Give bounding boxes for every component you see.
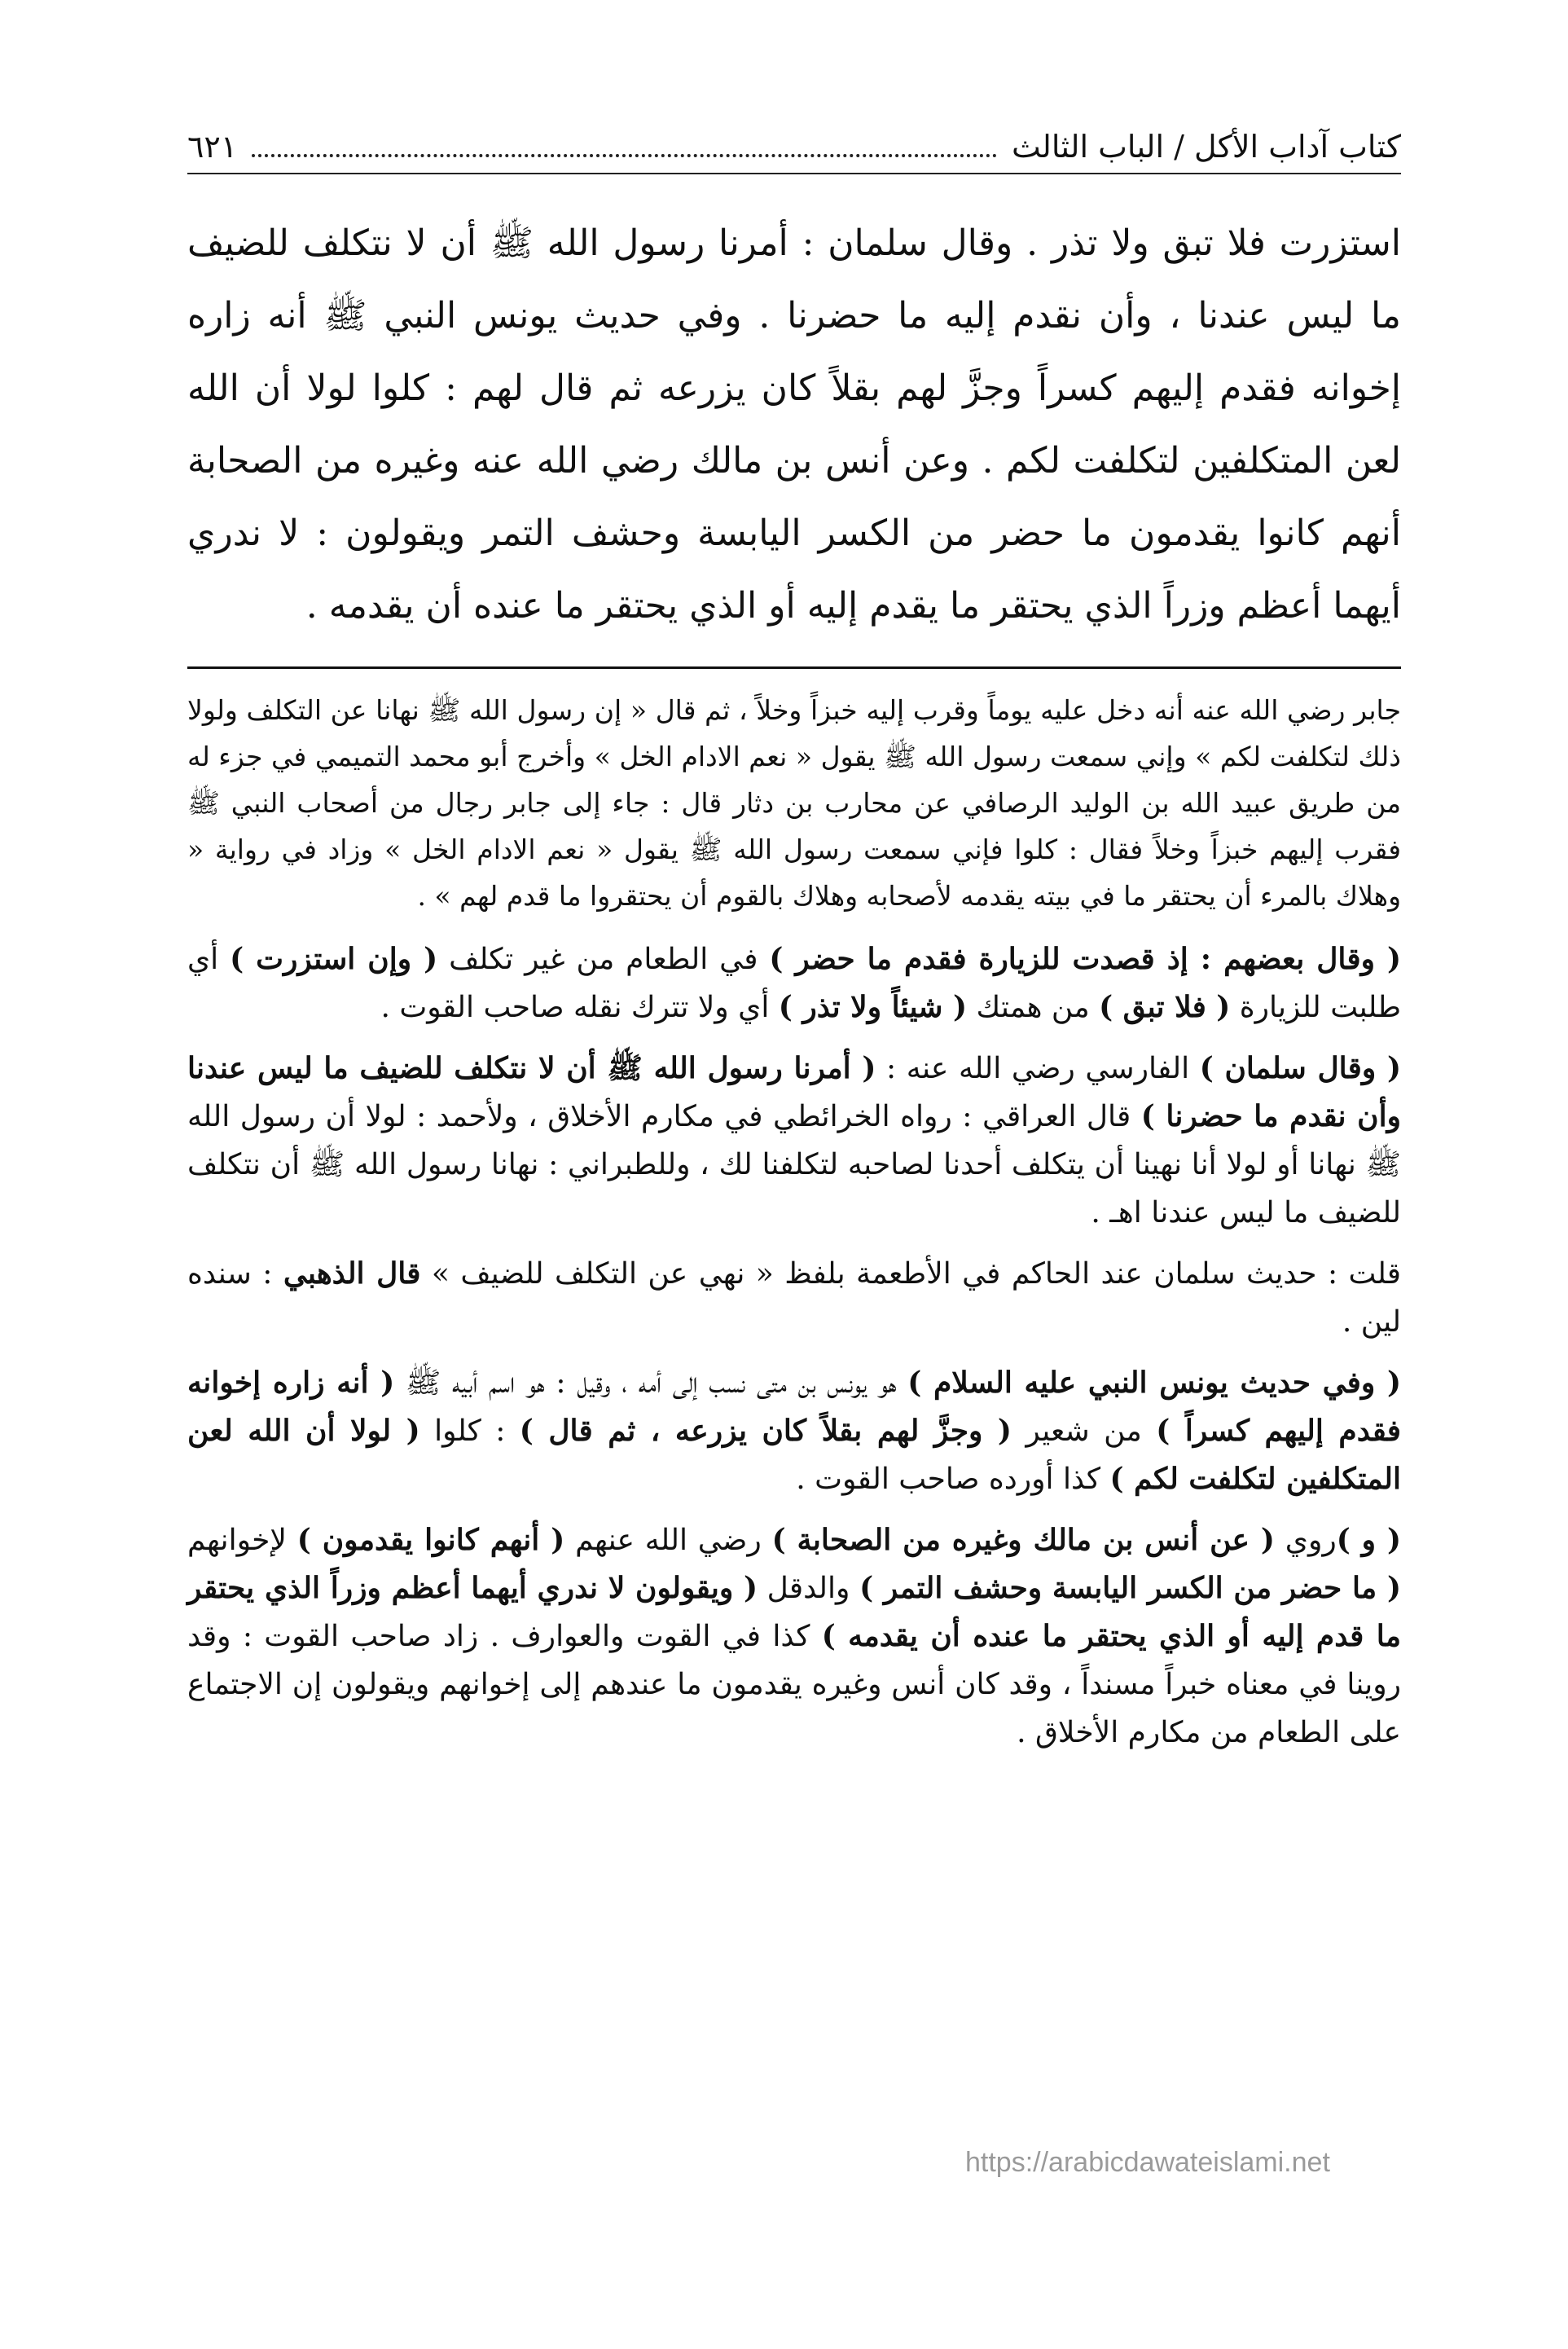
- commentary-text: من همتك: [967, 991, 1100, 1024]
- commentary-paragraph: [187, 1250, 1401, 1346]
- watermark-link[interactable]: https://arabicdawateislami.net: [965, 2147, 1330, 2178]
- commentary-text: : كلوا: [419, 1414, 520, 1448]
- commentary-paragraph: [187, 935, 1401, 1032]
- quoted-text: ( عن أنس بن مالك وغيره من الصحابة ): [771, 1523, 1275, 1557]
- chapter-title: كتاب آداب الأكل / الباب الثالث: [1011, 129, 1401, 165]
- commentary-text: من شعير: [1011, 1414, 1157, 1448]
- quoted-text: ( وقال بعضهم : إذ قصدت للزيارة فقدم ما حضر ): [769, 942, 1401, 976]
- quoted-text: ( وإن استزرت ): [230, 942, 438, 976]
- main-text: استزرت فلا تبق ولا تذر . وقال سلمان : أمرنا رسول الله ﷺ أن لا نتكلف للضيف ما ليس عندنا ، وأن نقدم إليه ما حضرنا . وفي حديث يونس النبي ﷺ أنه زاره إخوانه فقدم إليهم كسراً وجزَّ لهم بقلاً كان يزرعه ثم قال لهم : كلوا لولا أن الله لعن المتكلفين لتكلفت لكم . وعن أنس بن مالك رضي الله عنه وغيره من الصحابة أنهم كانوا يقدمون ما حضر من الكسر اليابسة وحشف التمر ويقولون : لا ندري أيهما أعظم وزراً الذي يحتقر ما يقدم إليه أو الذي يحتقر ما عنده أن يقدمه .: [187, 222, 1401, 627]
- commentary-text: والدقل: [758, 1572, 860, 1605]
- quoted-text: ( وفي حديث يونس النبي عليه السلام ): [907, 1366, 1402, 1400]
- commentary-text: كذا أورده صاحب القوت .: [796, 1463, 1110, 1496]
- quoted-text: ( أنهم كانوا يقدمون ): [296, 1523, 565, 1557]
- commentary: [187, 935, 1401, 1757]
- quoted-text: ( و ): [1336, 1523, 1402, 1557]
- commentary-text: أي ولا تترك نقله صاحب القوت .: [380, 991, 779, 1024]
- footnote: جابر رضي الله عنه أنه دخل عليه يوماً وقرب إليه خبزاً وخلاً ، ثم قال « إن رسول الله ﷺ نهانا عن التكلف ولولا ذلك لتكلفت لكم » وإني سمعت رسول الله ﷺ يقول « نعم الادام الخل » وأخرج أبو محمد التميمي في جزء له من طريق عبيد الله بن الوليد الرصافي عن محارب بن دثار قال : جاء إلى جابر رجال من أصحاب النبي ﷺ فقرب إليهم خبزاً وخلاً فقال : كلوا فإني سمعت رسول الله ﷺ يقول « نعم الادام الخل » وزاد في رواية « وهلاك بالمرء أن يحتقر ما في بيته يقدمه لأصحابه وهلاك بالقوم أن يحتقروا ما قدم لهم » .: [187, 694, 1401, 912]
- commentary-paragraph: [187, 1045, 1401, 1237]
- commentary-text: هو يونس بن متى نسب إلى أمه ، وقيل : هو اسم أبيه ﷺ: [394, 1366, 908, 1400]
- commentary-text: في الطعام من غير تكلف: [437, 943, 770, 976]
- quoted-text: قال الذهبي: [283, 1256, 421, 1291]
- quoted-text: ( أمرنا رسول الله ﷺ أن لا نتكلف للضيف ما ليس عندنا وأن نقدم ما حضرنا ): [187, 1051, 1401, 1133]
- footnote-separator: [187, 666, 1401, 669]
- commentary-text: لإخوانهم: [187, 1524, 297, 1557]
- quoted-text: ( وجزَّ لهم بقلاً كان يزرعه ، ثم قال ): [519, 1414, 1012, 1448]
- quoted-text: ( لولا أن الله لعن المتكلفين لتكلفت لكم ): [187, 1414, 1401, 1496]
- commentary-text: روي: [1274, 1524, 1337, 1557]
- commentary-text: كذا في القوت والعوارف . زاد صاحب القوت : وقد روينا في معناه خبراً مسنداً ، وقد كان أنس وغيره يقدمون ما عندهم إلى إخوانهم ويقولون إن الاجتماع على الطعام من مكارم الأخلاق .: [187, 1620, 1401, 1749]
- commentary-text: رضي الله عنهم: [564, 1524, 772, 1557]
- quoted-text: ( شيئاً ولا تذر ): [778, 990, 968, 1024]
- book-page: [187, 122, 1401, 1770]
- commentary-text: الفارسي رضي الله عنه :: [876, 1052, 1200, 1085]
- commentary-paragraph: [187, 1516, 1401, 1757]
- commentary-text: : سنده لين .: [187, 1257, 1401, 1339]
- commentary-text: قال العراقي : رواه الخرائطي في مكارم الأخلاق ، ولأحمد : لولا أن رسول الله ﷺ نهانا أو لولا أنا نهينا أن يتكلف أحدنا لصاحبه لتكلفنا لك ، وللطبراني : نهانا رسول الله ﷺ أن نتكلف للضيف ما ليس عندنا اهـ .: [187, 1100, 1401, 1229]
- commentary-text: أي طلبت للزيارة: [187, 943, 1401, 1024]
- quoted-text: ( أنه زاره إخوانه فقدم إليهم كسراً ): [187, 1366, 1402, 1448]
- page-number: ٦٢١: [187, 129, 238, 165]
- quoted-text: ( وقال سلمان ): [1199, 1051, 1401, 1085]
- running-header: [187, 122, 1401, 174]
- commentary-text: قلت : حديث سلمان عند الحاكم في الأطعمة بلفظ « نهي عن التكلف للضيف »: [420, 1257, 1402, 1291]
- quoted-text: ( ما حضر من الكسر اليابسة وحشف التمر ): [859, 1571, 1401, 1605]
- header-dot-leader: [252, 130, 997, 157]
- quoted-text: ( ويقولون لا ندري أيهما أعظم وزراً الذي يحتقر ما قدم إليه أو الذي يحتقر ما عنده أن يقدمه ): [187, 1571, 1402, 1653]
- quoted-text: ( فلا تبق ): [1099, 990, 1231, 1024]
- commentary-paragraph: [187, 1359, 1401, 1503]
